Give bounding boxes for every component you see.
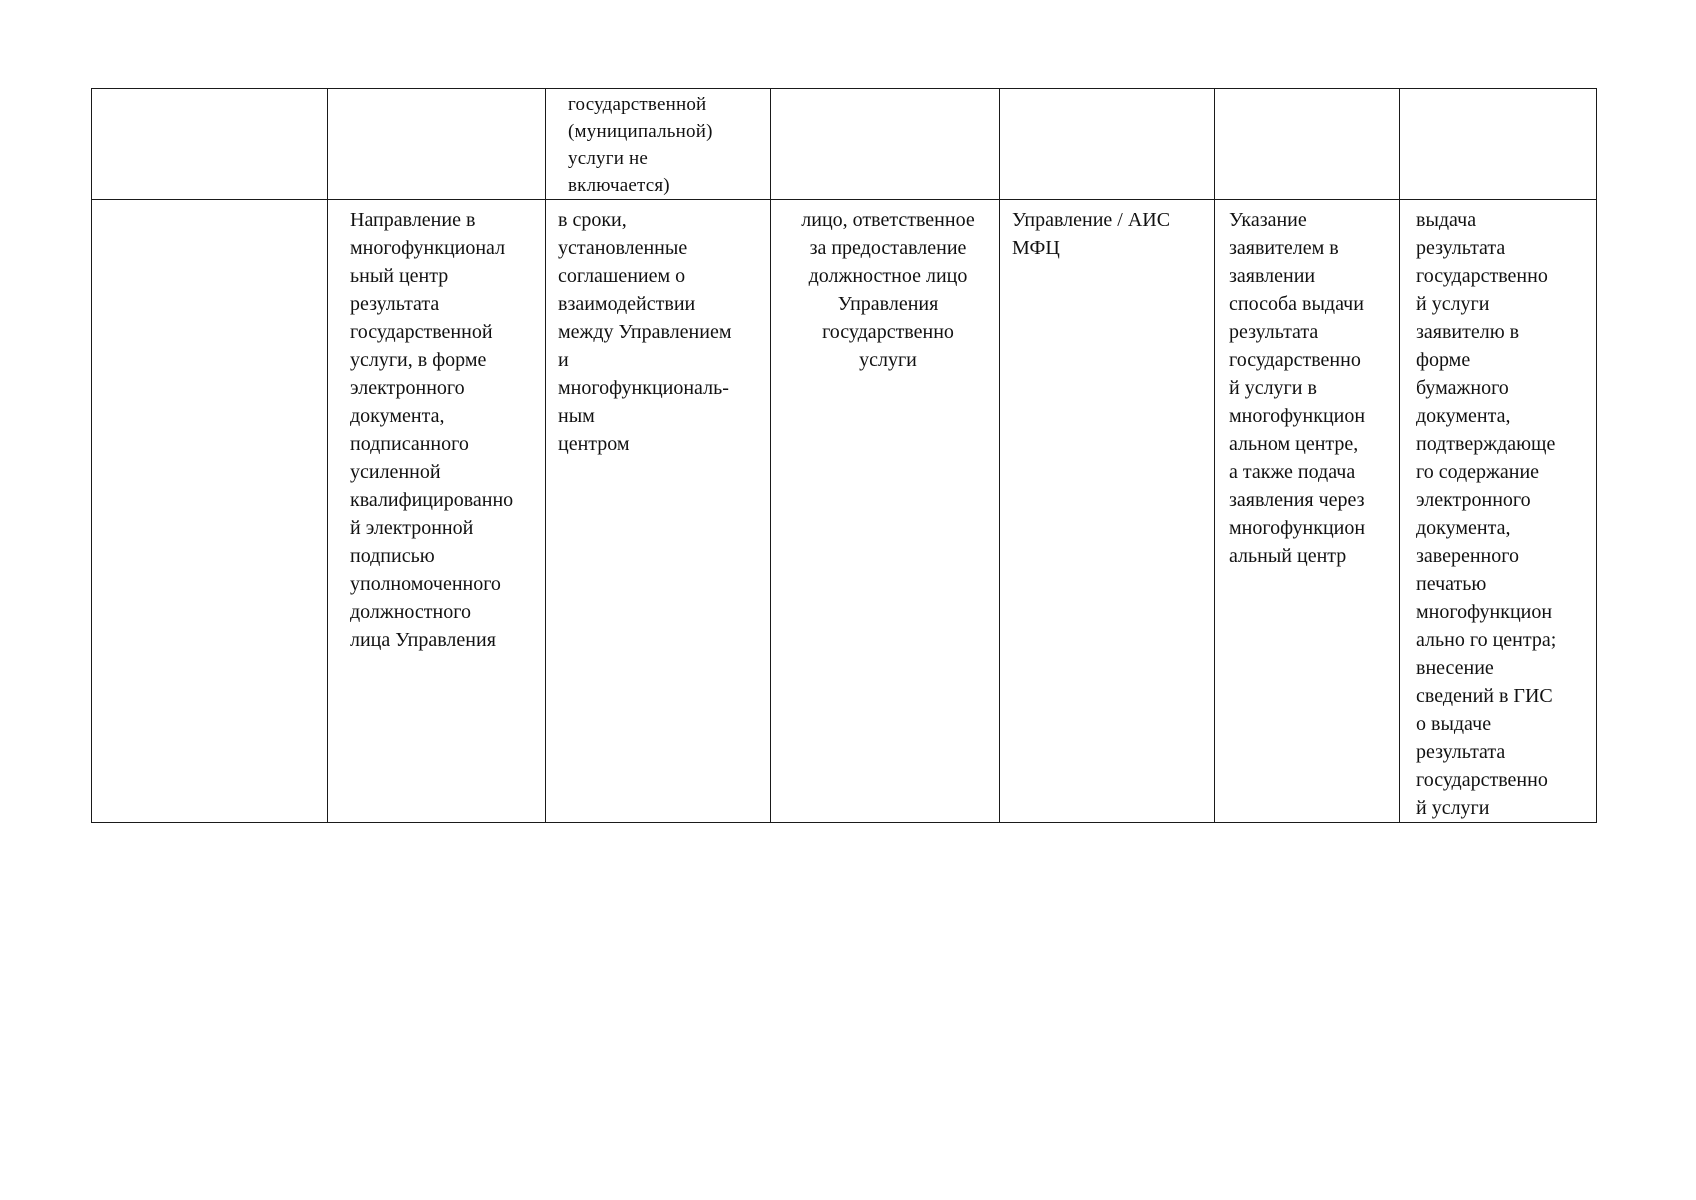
cell-top-6 — [1215, 89, 1400, 200]
cell-top-2 — [328, 89, 546, 200]
system-used: Управление / АИС МФЦ — [1012, 209, 1171, 259]
action-description: Направление в многофункционал ьный центр результата государственной услуги, в форме электронного документа, подписанного усиленной квалифицированно й электронной подписью уполномоченного должностного лица Управления — [350, 209, 514, 651]
cell-main-3 — [546, 200, 771, 823]
action-result: выдача результата государственно й услуги заявителю в форме бумажного документа, подтверждающе го содержание электронного документа, заверенного печатью многофункцион ально го центра; внесение сведений в ГИС о выдаче результата государственно й услуги — [1416, 209, 1557, 819]
document-table-container — [91, 88, 1596, 819]
cell-top-3-text: государственной (муниципальной) услуги не включается) — [568, 94, 713, 196]
cell-top-5 — [1000, 89, 1215, 200]
cell-main-1 — [92, 200, 328, 823]
decision-criteria: Указание заявителем в заявлении способа выдачи результата государственно й услуги в многофункцион альном центре, а также подача заявления через многофункцион альный центр — [1229, 209, 1366, 567]
cell-top-7 — [1400, 89, 1597, 200]
table-row-continuation — [92, 89, 1597, 200]
cell-top-1 — [92, 89, 328, 200]
table-row-main — [92, 200, 1597, 823]
cell-main-5 — [1000, 200, 1215, 823]
cell-top-4 — [771, 89, 1000, 200]
service-procedure-table — [91, 88, 1597, 823]
cell-main-4 — [771, 200, 1000, 823]
cell-main-6 — [1215, 200, 1400, 823]
cell-top-3 — [546, 89, 771, 200]
deadline-description: в сроки, установленные соглашением о взаимодействии между Управлением и многофункциональ- ным центром — [558, 209, 732, 455]
responsible-person: лицо, ответственное за предоставление должностное лицо Управления государственно услуги — [801, 209, 975, 371]
cell-main-2 — [328, 200, 546, 823]
cell-main-7 — [1400, 200, 1597, 823]
